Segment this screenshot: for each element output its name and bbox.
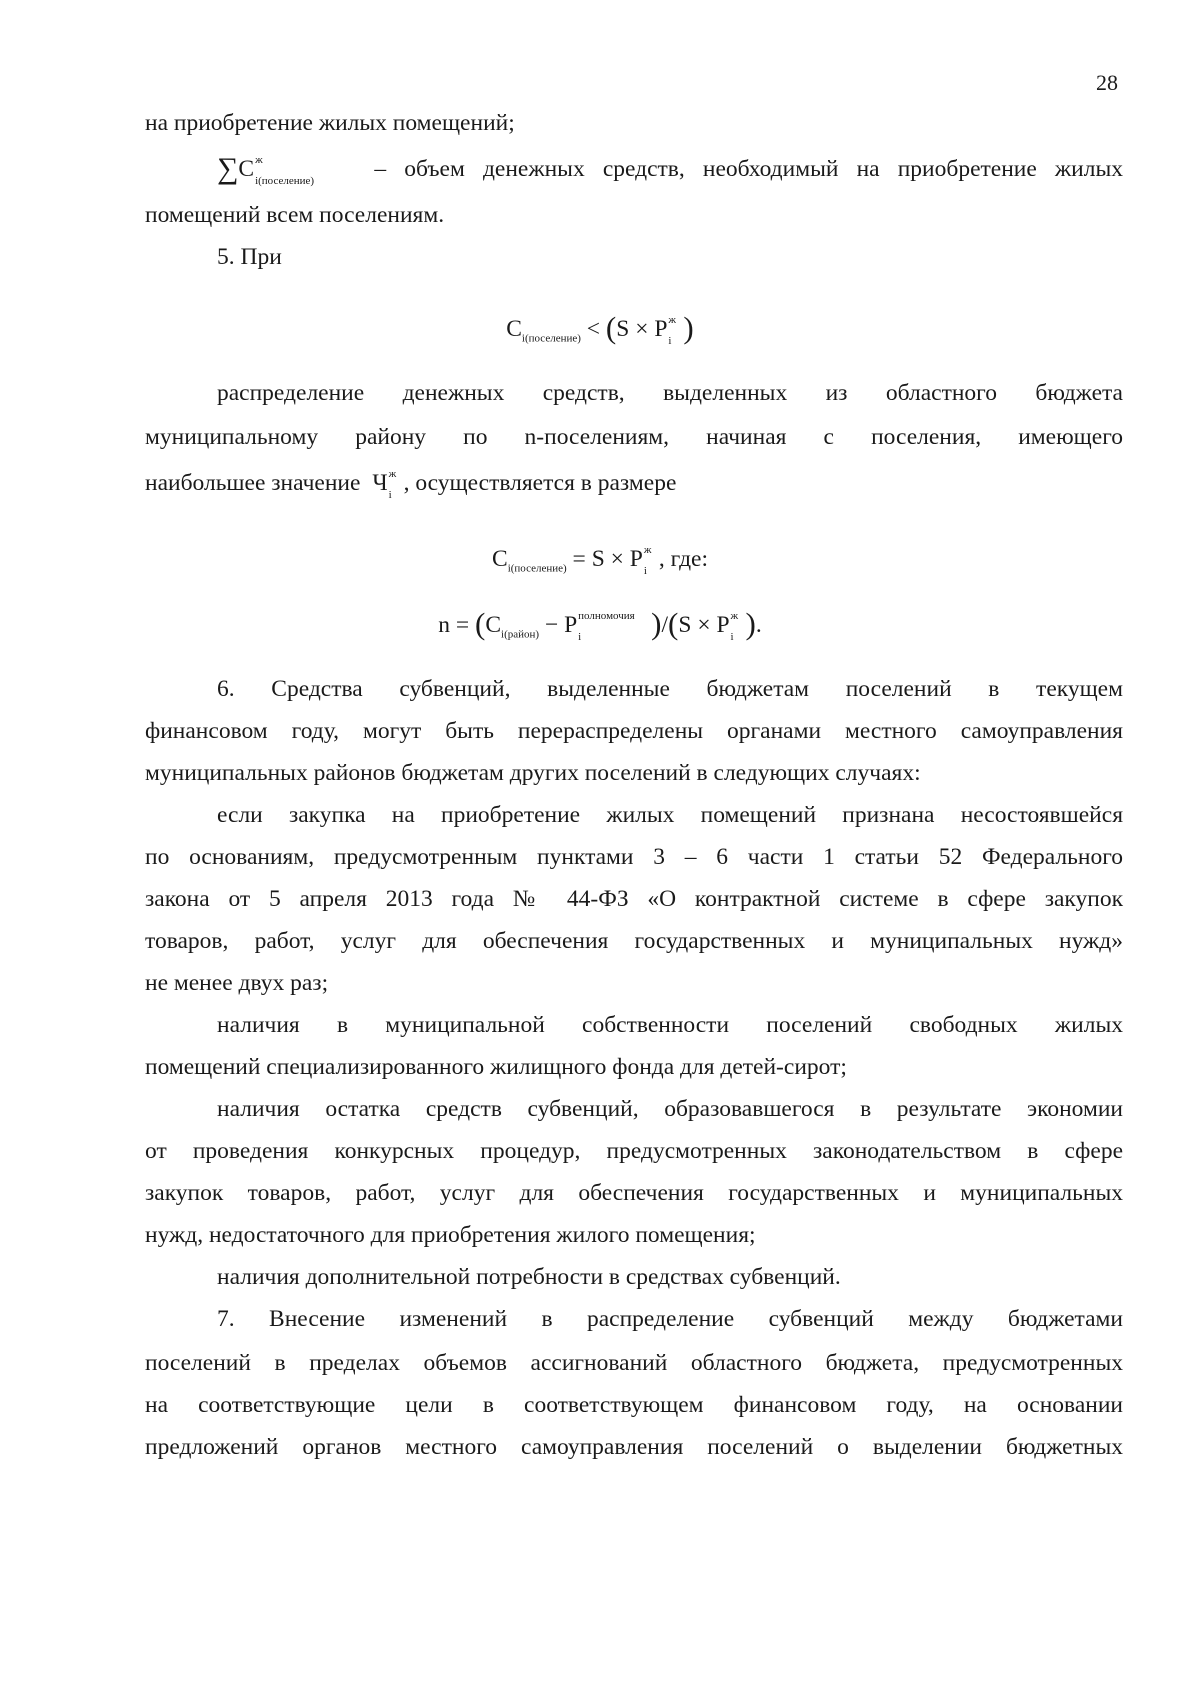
text-line: предложений органов местного самоуправления поселений о выделении бюджетных	[145, 1434, 1123, 1460]
text-line: наибольшее значение Ч ж i , осуществляется в размере	[145, 468, 677, 501]
text-line: от проведения конкурсных процедур, предусмотренных законодательством в сфере	[145, 1138, 1123, 1164]
text-line: помещений специализированного жилищного фонда для детей-сирот;	[145, 1054, 847, 1080]
text-line: финансовом году, могут быть перераспределены органами местного самоуправления	[145, 718, 1123, 744]
text-line: закупок товаров, работ, услуг для обеспечения государственных и муниципальных	[145, 1180, 1123, 1206]
clause-5-label: 5. При	[217, 244, 282, 270]
formula-n: $n = (C_{i(район)} - P$ полномочия i )/(S × P ж i ).	[438, 606, 762, 643]
ch-formula: Ч ж i	[372, 468, 397, 501]
text-line: наличия дополнительной потребности в средствах субвенций.	[217, 1264, 841, 1290]
text-line: помещений всем поселениям.	[145, 202, 445, 228]
formula-inequality: $C_{i(поселение)} < (S \times P$ ж i )	[506, 310, 694, 347]
sum-definition-line: ∑C ж i(поселение) – объем денежных средств, необходимый на приобретение жилых	[217, 152, 1124, 187]
page-number: 28	[1096, 70, 1118, 95]
text-line: товаров, работ, услуг для обеспечения государственных и муниципальных нужд»	[145, 928, 1123, 954]
text-line: 6. Средства субвенций, выделенные бюджетам поселений в текущем	[217, 676, 1123, 702]
text-line: нужд, недостаточного для приобретения жилого помещения;	[145, 1222, 756, 1248]
sum-formula: ∑C ж i(поселение)	[217, 152, 315, 187]
text-line: муниципальных районов бюджетам других поселений в следующих случаях:	[145, 760, 921, 786]
text-line: закона от 5 апреля 2013 года № 44-ФЗ «О контрактной системе в сфере закупок	[145, 886, 1123, 912]
text-line: распределение денежных средств, выделенных из областного бюджета	[217, 380, 1123, 406]
text-line: наличия остатка средств субвенций, образовавшегося в результате экономии	[217, 1096, 1123, 1122]
text-line: если закупка на приобретение жилых помещений признана несостоявшейся	[217, 802, 1123, 828]
text-line: 7. Внесение изменений в распределение субвенций между бюджетами	[217, 1306, 1123, 1332]
text-line: на соответствующие цели в соответствующем финансовом году, на основании	[145, 1392, 1123, 1418]
text-line: муниципальному району по n-поселениям, начиная с поселения, имеющего	[145, 424, 1123, 450]
text-line: поселений в пределах объемов ассигнований областного бюджета, предусмотренных	[145, 1350, 1123, 1376]
text-line: наличия в муниципальной собственности поселений свободных жилых	[217, 1012, 1123, 1038]
text-line: на приобретение жилых помещений;	[145, 110, 515, 136]
text-line: по основаниям, предусмотренным пунктами 3 – 6 части 1 статьи 52 Федерального	[145, 844, 1123, 870]
text-line: не менее двух раз;	[145, 970, 329, 996]
formula-allocation: $C_{i(поселение)} = S \times P$ ж i , где:	[492, 544, 708, 577]
